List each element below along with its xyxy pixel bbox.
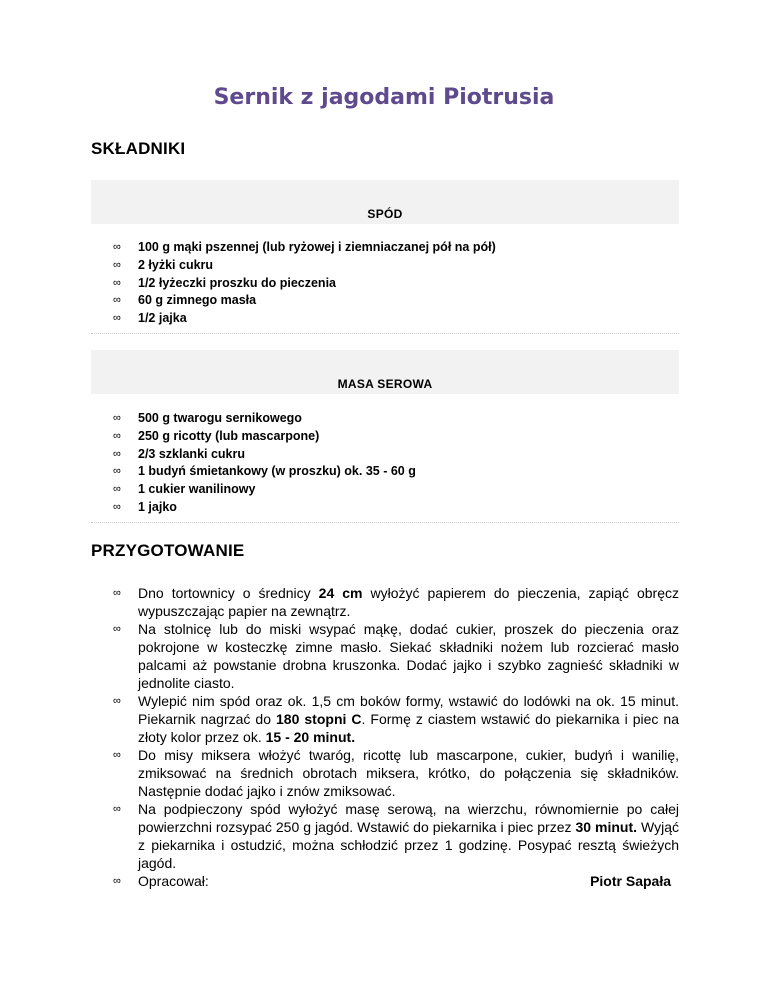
list-item: ∞ 60 g zimnego masła xyxy=(91,292,679,310)
bullet-icon: ∞ xyxy=(113,695,121,707)
list-item: ∞ 100 g mąki pszennej (lub ryżowej i ziemniaczanej pół na pół) xyxy=(91,239,679,257)
list-item: ∞ 1/2 łyżeczki proszku do pieczenia xyxy=(91,275,679,293)
bullet-icon: ∞ xyxy=(113,623,121,635)
list-item: ∞ 250 g ricotty (lub mascarpone) xyxy=(91,428,679,446)
step-item: ∞ Wylepić nim spód oraz ok. 1,5 cm boków formy, wstawić do lodówki na ok. 15 minut. Piekarnik nagrzać do 180 stopni C. Formę z ciastem wstawić do piekarnika i piec na złoty kolor przez ok. 15 - 20 minut. xyxy=(113,693,679,745)
step-item: ∞ Na stolnicę lub do miski wsypać mąkę, dodać cukier, proszek do pieczenia oraz pokrojone w kosteczkę zimne masło. Siekać składniki nożem lub rozcierać masło palcami aż powstanie drobna kruszonka. Dodać jajko i szybko zagnieść składniki w jednolite ciasto. xyxy=(113,621,679,691)
bullet-icon: ∞ xyxy=(113,294,121,307)
preparation-heading: PRZYGOTOWANIE xyxy=(91,541,245,560)
bullet-icon: ∞ xyxy=(113,429,121,442)
list-item: ∞ 2 łyżki cukru xyxy=(91,257,679,275)
section-label-masa-serowa: MASA SEROWA xyxy=(337,377,433,391)
bullet-icon: ∞ xyxy=(113,447,121,460)
list-item: ∞ 1 budyń śmietankowy (w proszku) ok. 35 - 60 g xyxy=(91,463,679,481)
recipe-title: Sernik z jagodami Piotrusia xyxy=(213,85,555,110)
list-item: ∞ 1 jajko xyxy=(91,499,679,517)
bullet-icon: ∞ xyxy=(113,587,121,599)
ingredients-heading: SKŁADNIKI xyxy=(91,139,186,158)
author-name: Piotr Sapała xyxy=(590,873,671,889)
divider xyxy=(91,522,679,523)
divider xyxy=(91,333,679,334)
bullet-icon: ∞ xyxy=(113,241,121,253)
bullet-icon: ∞ xyxy=(113,500,121,513)
step-item: ∞ Na podpieczony spód wyłożyć masę serową, na wierzchu, równomiernie po całej powierzchni rozsypać 250 g jagód. Wstawić do piekarnika i piec przez 30 minut. Wyjąć z piekarnika i ostudzić, można schłodzić przez 1 godzinę. Posypać resztą świeżych jagód. xyxy=(113,801,679,871)
bullet-icon: ∞ xyxy=(113,803,121,815)
section-label-spod: SPÓD xyxy=(367,207,403,221)
bullet-icon: ∞ xyxy=(113,276,121,289)
list-item: ∞ 1/2 jajka xyxy=(91,310,679,328)
bullet-icon: ∞ xyxy=(113,465,121,478)
step-item: ∞ Do misy miksera włożyć twaróg, ricottę lub mascarpone, cukier, budyń i wanilię, zmiksować na średnich obrotach miksera, krótko, do połączenia się składników. Następnie dodać jajko i znów zmiksować. xyxy=(113,747,679,799)
author-label: Opracował: xyxy=(138,873,209,889)
list-item: ∞ 2/3 szklanki cukru xyxy=(91,446,679,464)
ingredient-list-masa-serowa xyxy=(91,410,679,517)
bullet-icon: ∞ xyxy=(113,412,121,424)
preparation-steps xyxy=(91,584,679,890)
bullet-icon: ∞ xyxy=(113,312,121,325)
bullet-icon: ∞ xyxy=(113,258,121,271)
bullet-icon: ∞ xyxy=(113,483,121,496)
list-item: ∞ 1 cukier wanilinowy xyxy=(91,481,679,499)
list-item: ∞ 500 g twarogu sernikowego xyxy=(91,410,679,428)
ingredient-list-spod xyxy=(91,239,679,328)
bullet-icon: ∞ xyxy=(113,749,121,761)
bullet-icon: ∞ xyxy=(113,875,121,887)
step-item: ∞ Dno tortownicy o średnicy 24 cm wyłożyć papierem do pieczenia, zapiąć obręcz wypuszczając papier na zewnątrz. xyxy=(113,585,680,619)
author-line xyxy=(91,872,679,890)
